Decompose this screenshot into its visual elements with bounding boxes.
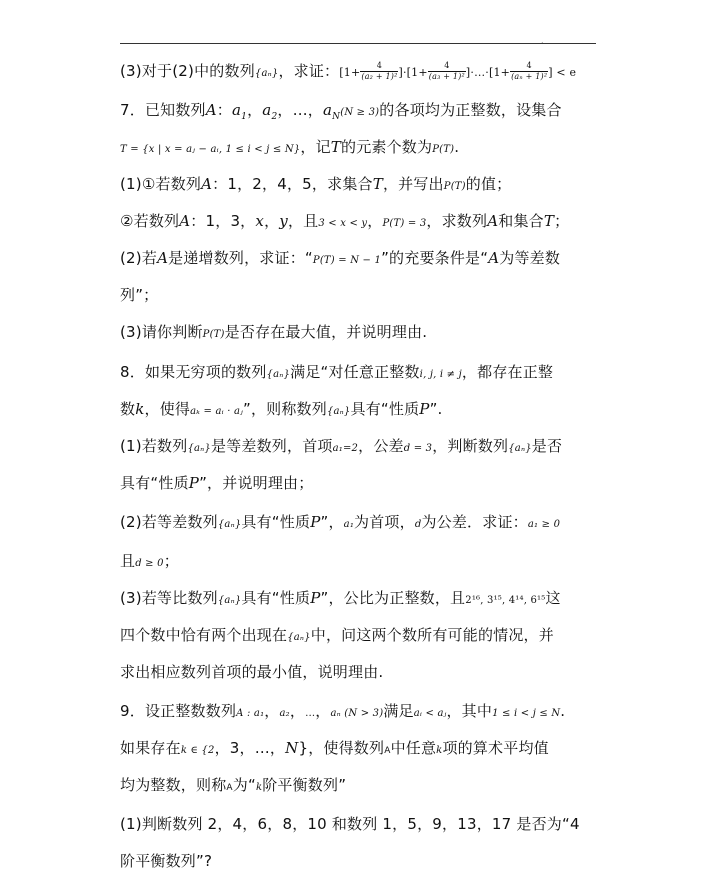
math: ] < e bbox=[548, 66, 577, 79]
text: 7．已知数列 bbox=[120, 101, 206, 119]
text: 是等差数列，首项 bbox=[211, 437, 333, 455]
text: (2)若等差数列 bbox=[120, 513, 218, 531]
text: …， bbox=[292, 101, 323, 119]
text: 数 bbox=[120, 400, 136, 418]
math-seq: {aₙ} bbox=[508, 443, 532, 454]
q8-part1 bbox=[120, 436, 562, 459]
math: P(T) bbox=[443, 181, 466, 192]
q9-part1-cont bbox=[120, 851, 212, 871]
text: ， bbox=[315, 702, 331, 720]
text: 中任意 bbox=[390, 739, 437, 757]
q7-line2 bbox=[120, 137, 459, 160]
q6-part3-line bbox=[120, 61, 576, 84]
math: P(T) bbox=[432, 144, 455, 155]
math: … bbox=[305, 708, 316, 719]
math: a₁ ≥ 0 bbox=[527, 519, 561, 530]
math-seq: {aₙ} bbox=[287, 632, 311, 643]
text: 具有“性质 bbox=[350, 400, 420, 418]
text: 满足 bbox=[383, 702, 414, 720]
math-var: P bbox=[310, 589, 321, 607]
math: ]·…·[1+ bbox=[465, 66, 511, 79]
math: P(T) bbox=[202, 329, 225, 340]
text: (1)①若数列 bbox=[120, 175, 202, 193]
text: 为“ bbox=[232, 776, 256, 794]
math-var: k bbox=[255, 782, 263, 793]
math: A : a₁ bbox=[236, 708, 265, 719]
math-var: a bbox=[262, 101, 272, 119]
text: ， bbox=[247, 101, 263, 119]
math-var: T bbox=[543, 212, 555, 230]
text: 的值； bbox=[465, 175, 512, 193]
math: 2¹⁶, 3¹⁵, 4¹⁴, 6¹⁵ bbox=[465, 595, 546, 606]
text: 四个数中恰有两个出现在 bbox=[120, 626, 288, 644]
math-var: A bbox=[226, 783, 233, 793]
text: 阶平衡数列”? bbox=[120, 852, 213, 870]
math: d = 3 bbox=[403, 443, 433, 454]
text: ， bbox=[367, 212, 383, 230]
math-seq: {aₙ} bbox=[326, 406, 351, 417]
text: ，记 bbox=[300, 138, 331, 156]
math-seq: {aₙ} bbox=[217, 519, 242, 530]
subscript: 2 bbox=[271, 112, 278, 122]
math-var: a bbox=[323, 101, 333, 119]
text: …， bbox=[254, 739, 286, 757]
math: [1+ bbox=[339, 66, 361, 79]
text: (2)若 bbox=[120, 249, 158, 267]
text: 均为整数，则称 bbox=[120, 776, 227, 794]
math: a₁=2 bbox=[332, 443, 359, 454]
text: ，使得 bbox=[144, 400, 191, 418]
q8-part3-cont2 bbox=[120, 662, 383, 682]
q8-line1 bbox=[120, 362, 553, 385]
fraction: $\frac{4}{\text{(a₂ + 1)²}}$ bbox=[361, 61, 398, 81]
text: 为首项， bbox=[354, 513, 415, 531]
text: ”，则称数列 bbox=[242, 400, 327, 418]
fraction: $\frac{4}{\text{(aₙ + 1)²}}$ bbox=[511, 61, 548, 81]
text: 具有“性质 bbox=[120, 474, 189, 492]
text: ，求证： bbox=[278, 62, 340, 80]
math-var: a bbox=[232, 101, 242, 119]
math-seq: {aₙ} bbox=[266, 369, 291, 380]
math: ]·[1+ bbox=[398, 66, 428, 79]
text: ， bbox=[289, 702, 306, 720]
q8-part2 bbox=[120, 512, 560, 535]
math: aᵢ < aⱼ bbox=[413, 708, 447, 719]
q8-part2-cont bbox=[120, 551, 179, 574]
math-var: x bbox=[255, 212, 265, 230]
text: 为公差．求证： bbox=[421, 513, 528, 531]
math-var: N bbox=[285, 739, 299, 757]
math-var: k bbox=[135, 400, 145, 418]
math: d ≥ 0 bbox=[135, 558, 164, 569]
math-var: P bbox=[188, 474, 200, 492]
text: ， bbox=[264, 212, 280, 230]
q9-part1 bbox=[120, 814, 580, 834]
math-var: A bbox=[384, 746, 391, 756]
text: (3)对于(2)中的数列 bbox=[120, 62, 255, 80]
text: ，都存在正整 bbox=[461, 363, 554, 381]
text: 的元素个数为 bbox=[341, 138, 433, 156]
text: 项的算术平均值 bbox=[442, 739, 549, 757]
text: 是否 bbox=[531, 437, 563, 455]
text: 的各项均为正整数，设集合 bbox=[379, 101, 562, 119]
text: 具有“性质 bbox=[241, 513, 311, 531]
math-var: A bbox=[488, 249, 500, 267]
subscript: 1 bbox=[241, 112, 248, 122]
text: . bbox=[560, 702, 566, 720]
subscript: N bbox=[332, 112, 341, 122]
text: ”，公比为正整数，且 bbox=[320, 589, 466, 607]
text: ，求数列 bbox=[426, 212, 488, 230]
math-var: k bbox=[436, 745, 443, 756]
math: aₖ = aᵢ · aⱼ bbox=[190, 406, 243, 417]
text: 满足“对任意正整数 bbox=[290, 363, 420, 381]
text: }，使得数列 bbox=[298, 739, 385, 757]
text: 是否存在最大值，并说明理由. bbox=[224, 323, 428, 341]
math-var: y bbox=[279, 212, 288, 230]
text: ”的充要条件是“ bbox=[381, 249, 489, 267]
fraction: $\frac{4}{\text{(a₃ + 1)²}}$ bbox=[428, 61, 465, 81]
math-var: A bbox=[179, 212, 191, 230]
math-var: P bbox=[310, 513, 321, 531]
math: k ∈ {2 bbox=[180, 745, 215, 756]
math: 3 < x < y bbox=[318, 218, 368, 229]
q9-line2 bbox=[120, 738, 549, 761]
text: ，其中 bbox=[446, 702, 493, 720]
q9-line1 bbox=[120, 701, 565, 724]
math: 1 ≤ i < j ≤ N bbox=[492, 708, 561, 719]
math-var: T bbox=[330, 138, 341, 156]
header-mark: . bbox=[541, 36, 544, 45]
math-set: T = {x | x = aⱼ − aᵢ, 1 ≤ i < j ≤ N} bbox=[120, 144, 301, 155]
math-seq: {aₙ} bbox=[254, 68, 279, 79]
math-var: A bbox=[205, 101, 217, 119]
math: d bbox=[414, 519, 422, 530]
text: 列”； bbox=[120, 286, 159, 304]
text: (1)若数列 bbox=[120, 437, 188, 455]
math-var: T bbox=[372, 175, 383, 193]
text: 具有“性质 bbox=[241, 589, 311, 607]
text: ，3， bbox=[214, 739, 255, 757]
q7-part3 bbox=[120, 322, 427, 345]
text: ，公差 bbox=[358, 437, 404, 455]
math-var: P bbox=[419, 400, 430, 418]
text: ”，并说明理由； bbox=[199, 474, 314, 492]
q7-part1-1 bbox=[120, 174, 511, 197]
text: 中，问这两个数所有可能的情况，并 bbox=[310, 626, 554, 644]
q7-part1-2 bbox=[120, 211, 569, 234]
math-seq: {aₙ} bbox=[187, 443, 211, 454]
text: ：1，3， bbox=[190, 212, 256, 230]
text: 且 bbox=[120, 552, 136, 570]
text: ”. bbox=[429, 400, 443, 418]
math: P(T) = 3 bbox=[382, 218, 427, 229]
text: ，判断数列 bbox=[432, 437, 509, 455]
math-var: A bbox=[201, 175, 213, 193]
math-seq: {aₙ} bbox=[217, 595, 242, 606]
text: ：1，2，4，5，求集合 bbox=[212, 175, 373, 193]
q9-line3 bbox=[120, 775, 346, 798]
text: 是递增数列，求证：“ bbox=[168, 249, 313, 267]
math: i, j, i ≠ j bbox=[419, 369, 462, 380]
text: ， bbox=[264, 702, 280, 720]
math: a₂ bbox=[279, 708, 290, 719]
q7-line1 bbox=[120, 100, 562, 127]
text: 求出相应数列首项的最小值，说明理由. bbox=[120, 663, 384, 681]
text: (1)判断数列 2，4，6，8，10 和数列 1，5，9，13，17 是否为“4 bbox=[120, 815, 580, 833]
q8-part3 bbox=[120, 588, 561, 611]
text: ，并写出 bbox=[382, 175, 444, 193]
q8-line2 bbox=[120, 399, 443, 422]
text: (3)若等比数列 bbox=[120, 589, 218, 607]
text: 这 bbox=[545, 589, 561, 607]
text: ， bbox=[277, 101, 293, 119]
q8-part1-cont bbox=[120, 473, 313, 493]
text: . bbox=[454, 138, 460, 156]
text: (3)请你判断 bbox=[120, 323, 203, 341]
math: (N ≥ 3) bbox=[340, 107, 380, 118]
math-var: A bbox=[487, 212, 499, 230]
math: a₁ bbox=[343, 519, 355, 530]
text: 如果存在 bbox=[120, 739, 181, 757]
q7-part2-cont bbox=[120, 285, 158, 305]
text: ： bbox=[216, 101, 232, 119]
text: 为等差数 bbox=[499, 249, 561, 267]
text: ，且 bbox=[287, 212, 319, 230]
text: ”， bbox=[320, 513, 344, 531]
q8-part3-cont bbox=[120, 625, 554, 648]
text: 9．设正整数数列 bbox=[120, 702, 237, 720]
text: 和集合 bbox=[498, 212, 544, 230]
text: 阶平衡数列” bbox=[262, 776, 347, 794]
text: ； bbox=[554, 212, 570, 230]
text: ②若数列 bbox=[120, 212, 180, 230]
math: P(T) = N − 1 bbox=[312, 255, 382, 266]
text: ； bbox=[163, 552, 179, 570]
q7-part2 bbox=[120, 248, 560, 271]
text: 8．如果无穷项的数列 bbox=[120, 363, 267, 381]
header-rule bbox=[120, 43, 596, 44]
math-var: A bbox=[157, 249, 169, 267]
math: aₙ (N > 3) bbox=[330, 708, 384, 719]
